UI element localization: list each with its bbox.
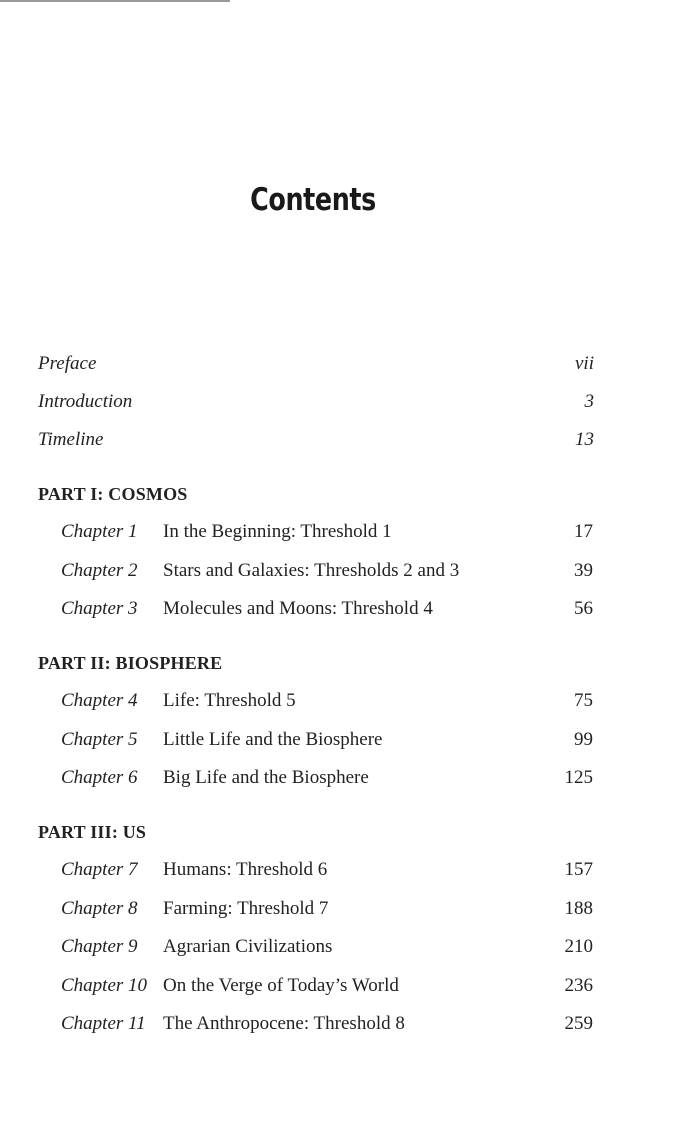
part-heading-1: PART I: COSMOS xyxy=(38,484,188,504)
scan-edge-rule xyxy=(0,0,230,2)
toc-chapter-11 xyxy=(0,1010,676,1038)
chapter-label: Chapter 9 xyxy=(61,936,138,957)
chapter-label: Chapter 1 xyxy=(61,521,138,542)
chapter-label: Chapter 7 xyxy=(61,859,138,880)
chapter-title: Humans: Threshold 6 xyxy=(163,859,328,880)
toc-chapter-3 xyxy=(0,595,676,623)
chapter-page: 157 xyxy=(564,859,593,880)
toc-chapter-6 xyxy=(0,764,676,792)
chapter-page: 236 xyxy=(564,975,593,996)
chapter-page: 99 xyxy=(574,729,593,750)
chapter-label: Chapter 3 xyxy=(61,598,138,619)
toc-entry-introduction xyxy=(0,388,676,416)
toc-chapter-7 xyxy=(0,856,676,884)
chapter-title: Life: Threshold 5 xyxy=(163,690,296,711)
toc-entry-preface xyxy=(0,350,676,378)
toc-chapter-10 xyxy=(0,972,676,1000)
entry-page: 3 xyxy=(584,391,594,412)
chapter-label: Chapter 11 xyxy=(61,1013,146,1034)
chapter-title: In the Beginning: Threshold 1 xyxy=(163,521,392,542)
chapter-label: Chapter 5 xyxy=(61,729,138,750)
chapter-page: 259 xyxy=(564,1013,593,1034)
chapter-title: Agrarian Civilizations xyxy=(163,936,333,957)
chapter-title: Stars and Galaxies: Thresholds 2 and 3 xyxy=(163,560,460,581)
chapter-page: 188 xyxy=(564,898,593,919)
chapter-title: Big Life and the Biosphere xyxy=(163,767,369,788)
part-heading-3: PART III: US xyxy=(38,822,147,842)
chapter-label: Chapter 6 xyxy=(61,767,138,788)
entry-label: Preface xyxy=(38,353,97,374)
entry-page: vii xyxy=(575,353,594,374)
entry-label: Introduction xyxy=(38,391,133,412)
entry-page: 13 xyxy=(575,429,594,450)
chapter-title: On the Verge of Today’s World xyxy=(163,975,399,996)
chapter-label: Chapter 4 xyxy=(61,690,138,711)
toc-chapter-8 xyxy=(0,895,676,923)
toc-chapter-4 xyxy=(0,687,676,715)
chapter-page: 39 xyxy=(574,560,593,581)
chapter-label: Chapter 2 xyxy=(61,560,138,581)
toc-chapter-2 xyxy=(0,557,676,585)
chapter-title: Molecules and Moons: Threshold 4 xyxy=(163,598,433,619)
chapter-page: 75 xyxy=(574,690,593,711)
chapter-page: 17 xyxy=(574,521,593,542)
entry-label: Timeline xyxy=(38,429,104,450)
chapter-page: 210 xyxy=(564,936,593,957)
chapter-title: The Anthropocene: Threshold 8 xyxy=(163,1013,405,1034)
chapter-page: 125 xyxy=(564,767,593,788)
toc-chapter-9 xyxy=(0,933,676,961)
toc-chapter-5 xyxy=(0,726,676,754)
chapter-page: 56 xyxy=(574,598,593,619)
part-heading-2: PART II: BIOSPHERE xyxy=(38,653,223,673)
page-title: Contents xyxy=(250,182,376,218)
chapter-label: Chapter 10 xyxy=(61,975,148,996)
chapter-title: Little Life and the Biosphere xyxy=(163,729,383,750)
chapter-label: Chapter 8 xyxy=(61,898,138,919)
toc-chapter-1 xyxy=(0,518,676,546)
toc-entry-timeline xyxy=(0,426,676,454)
chapter-title: Farming: Threshold 7 xyxy=(163,898,329,919)
